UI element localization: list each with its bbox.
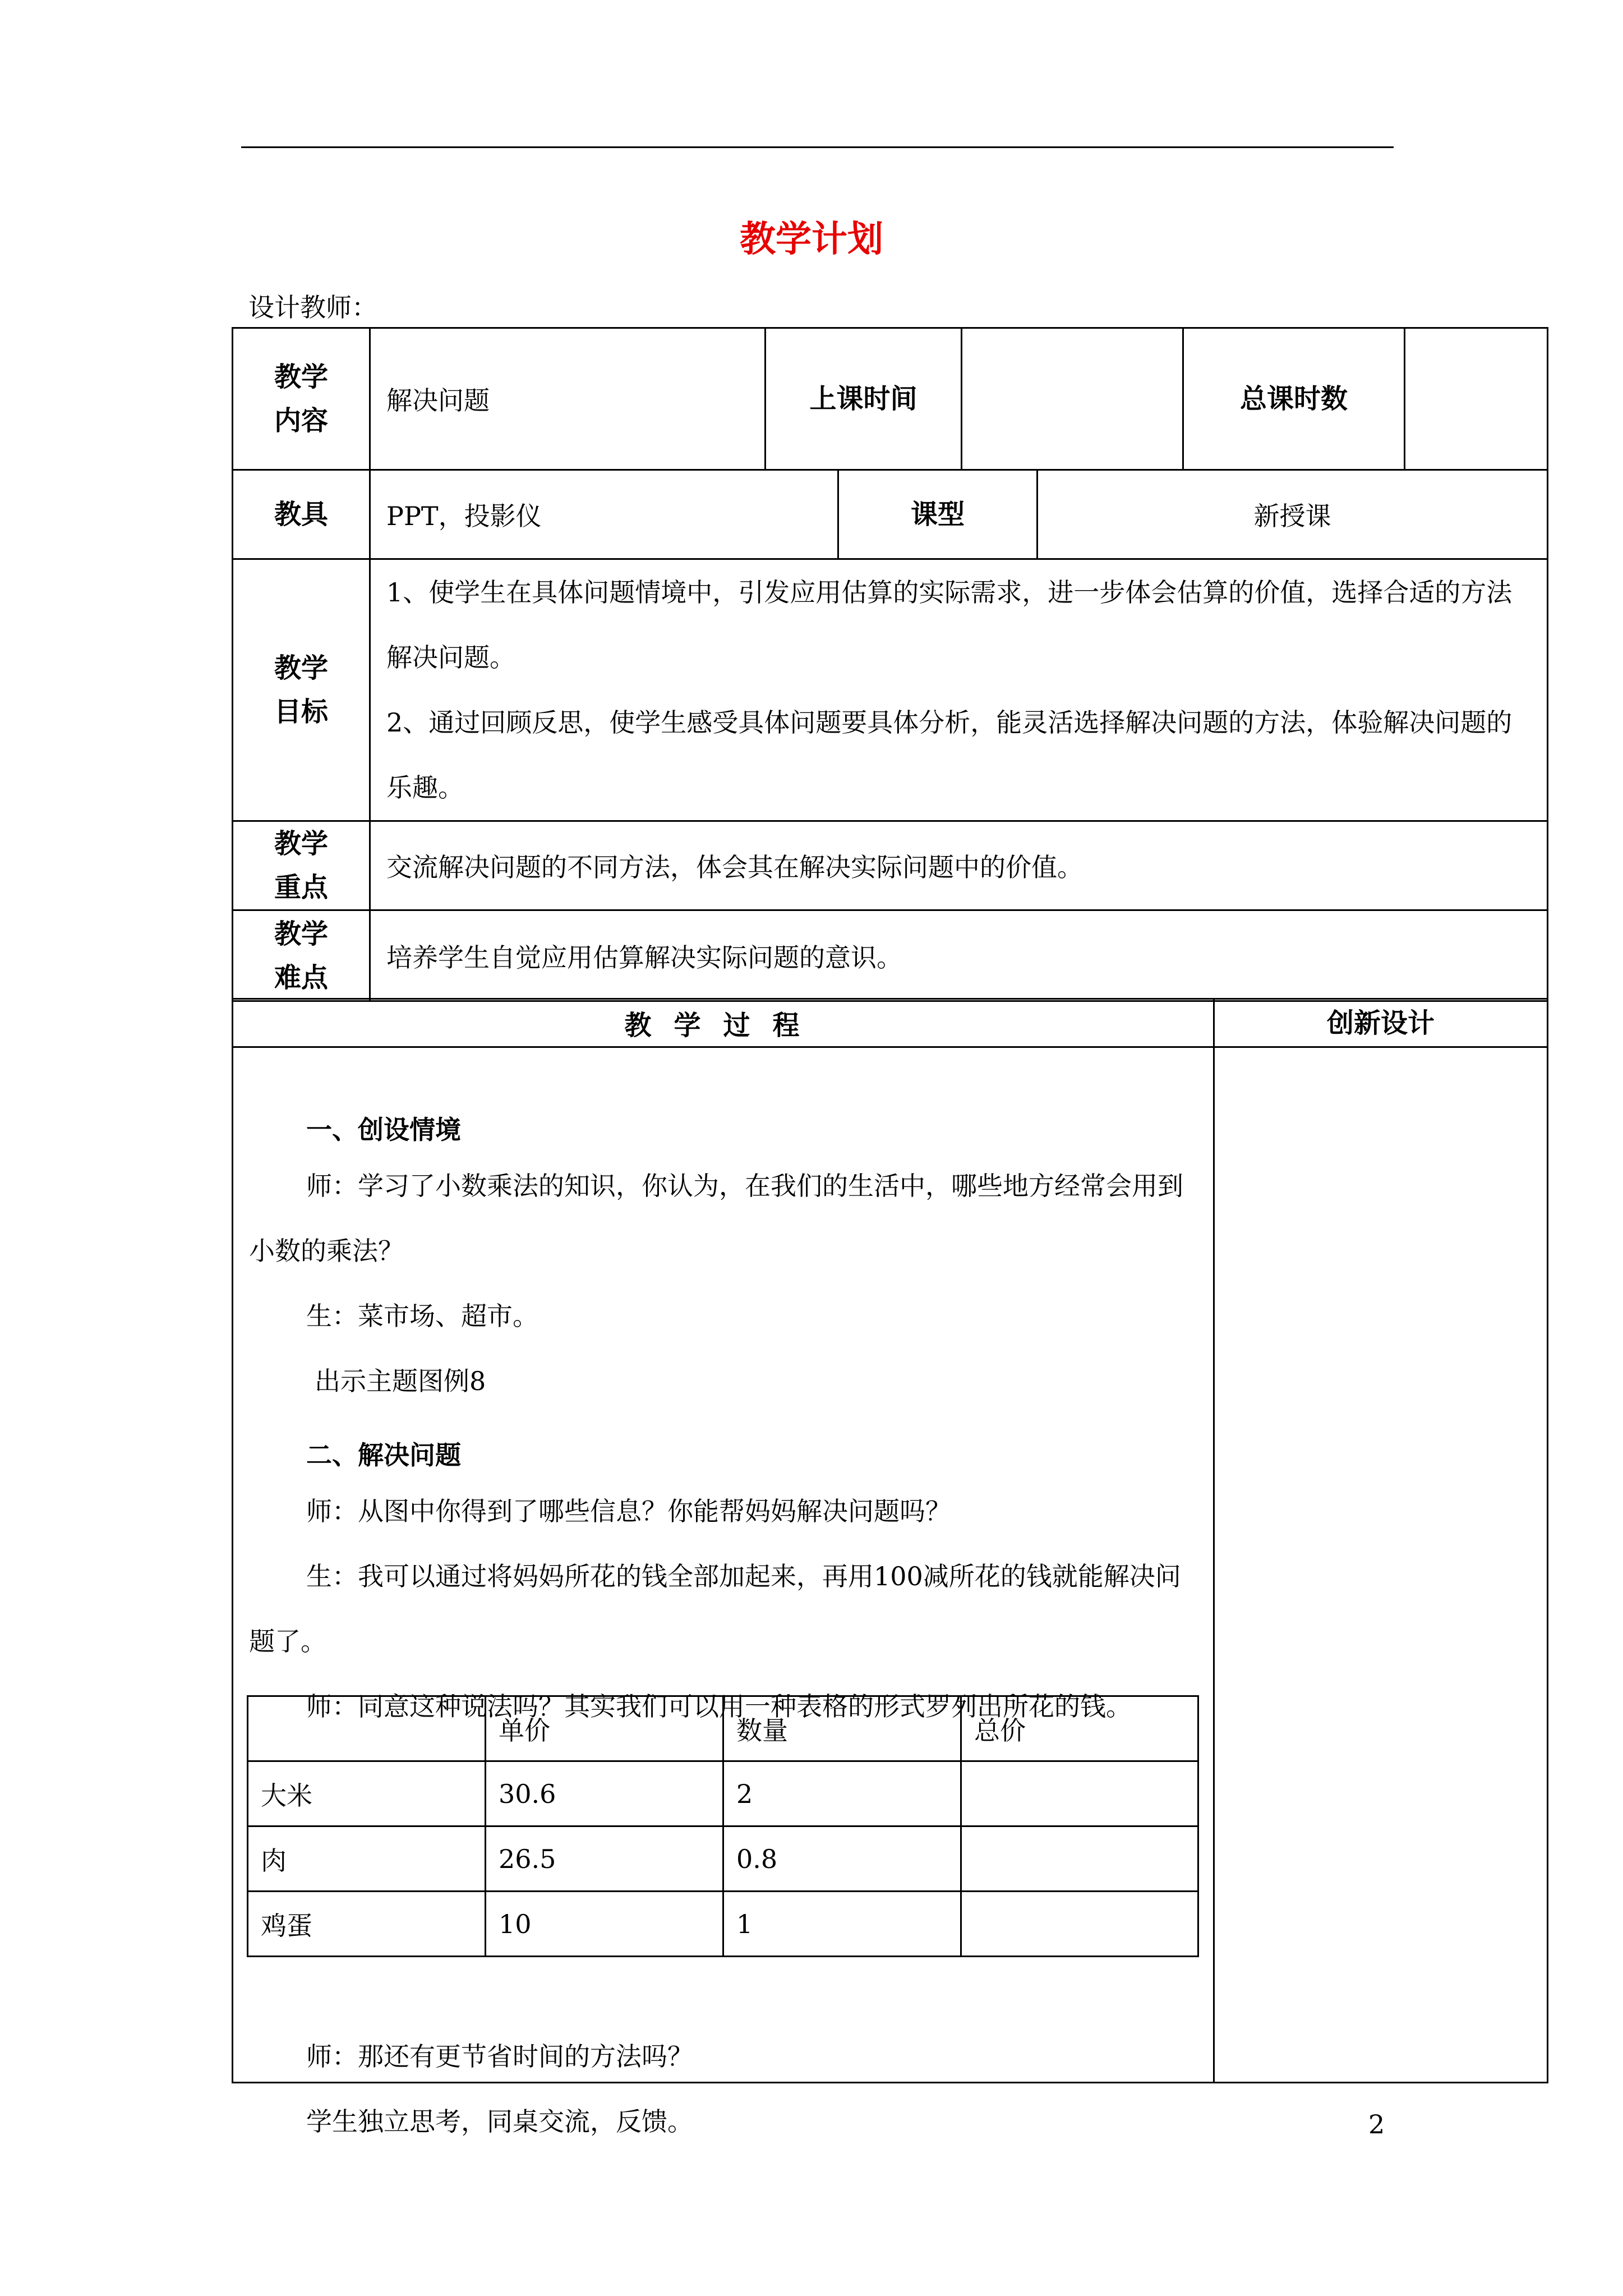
focus-label: 教学重点: [274, 828, 328, 903]
table-row: [248, 1892, 1198, 1957]
page-number: 2: [1368, 2109, 1385, 2139]
time-label: 上课时间: [766, 328, 962, 470]
hours-value: [1405, 328, 1548, 470]
difficulty-label-cell: [233, 910, 370, 1001]
table-cell: 30.6: [486, 1761, 723, 1826]
paragraph: 师：同意这种说法吗？其实我们可以用一种表格的形式罗列出所花的钱。: [306, 1691, 1132, 1722]
goals-label: 教学目标: [274, 652, 328, 728]
table-header-row: [248, 1696, 1198, 1761]
table-cell: [961, 1826, 1198, 1892]
content-label-cell: [233, 328, 370, 470]
table-cell: 肉: [248, 1826, 486, 1892]
table-header-cell: 总价: [961, 1696, 1198, 1761]
goal-item: 2、通过回顾反思，使学生感受具体问题要具体分析，能灵活选择解决问题的方法，体验解决问题的乐趣。: [386, 707, 1513, 803]
table-header-cell: 单价: [486, 1696, 723, 1761]
tools-value: PPT，投影仪: [370, 470, 838, 559]
table-row: [248, 1826, 1198, 1892]
goals-label-cell: [233, 559, 370, 821]
content-value: 解决问题: [370, 328, 766, 470]
table-cell: [961, 1761, 1198, 1826]
objectives-table: [232, 558, 1548, 1002]
paragraph: 学生独立思考，同桌交流，反馈。: [306, 2106, 693, 2137]
section2-title: 二、解决问题: [306, 1440, 461, 1470]
table-cell: 26.5: [486, 1826, 723, 1892]
innovation-cell: [1214, 1047, 1548, 2083]
header-rule: [241, 146, 1394, 148]
table-cell: 0.8: [723, 1826, 961, 1892]
price-table: [247, 1695, 1199, 1957]
type-value: 新授课: [1038, 470, 1548, 559]
type-label: 课型: [838, 470, 1038, 559]
tools-label: 教具: [233, 470, 370, 559]
innovation-header: 创新设计: [1214, 999, 1548, 1047]
table-cell: 2: [723, 1761, 961, 1826]
designer-label: 设计教师：: [248, 292, 377, 323]
process-header: 教学过程: [233, 999, 1214, 1047]
content-label: 教学内容: [274, 361, 328, 436]
paragraph: 师：从图中你得到了哪些信息？你能帮妈妈解决问题吗？: [306, 1496, 951, 1526]
difficulty-label: 教学难点: [274, 918, 328, 993]
difficulty-value: 培养学生自觉应用估算解决实际问题的意识。: [370, 910, 1548, 1001]
section1-title: 一、创设情境: [306, 1115, 461, 1145]
lesson-info-row: [232, 327, 1548, 471]
table-row: [248, 1761, 1198, 1826]
hours-label: 总课时数: [1183, 328, 1405, 470]
table-cell: 10: [486, 1892, 723, 1957]
table-cell: [961, 1892, 1198, 1957]
paragraph: 师：那还有更节省时间的方法吗？: [306, 2041, 693, 2072]
table-cell: 鸡蛋: [248, 1892, 486, 1957]
table-header-cell: 数量: [723, 1696, 961, 1761]
paragraph: 师：学习了小数乘法的知识，你认为，在我们的生活中，哪些地方经常会用到小数的乘法？: [249, 1171, 1183, 1266]
page-title: 教学计划: [740, 219, 883, 260]
time-value: [962, 328, 1183, 470]
goal-item: 1、使学生在具体问题情境中，引发应用估算的实际需求，进一步体会估算的价值，选择合适的方法解决问题。: [386, 577, 1513, 673]
table-cell: 1: [723, 1892, 961, 1957]
focus-value: 交流解决问题的不同方法，体会其在解决实际问题中的价值。: [370, 821, 1548, 910]
paragraph: 出示主题图例8: [315, 1366, 486, 1396]
table-cell: 大米: [248, 1761, 486, 1826]
goals-list: [370, 559, 1548, 821]
tools-row: [232, 469, 1548, 560]
paragraph: 生：菜市场、超市。: [306, 1301, 538, 1331]
table-header-cell: [248, 1696, 486, 1761]
focus-label-cell: [233, 821, 370, 910]
paragraph: 生：我可以通过将妈妈所花的钱全部加起来，再用100减所花的钱就能解决问题了。: [249, 1561, 1181, 1657]
